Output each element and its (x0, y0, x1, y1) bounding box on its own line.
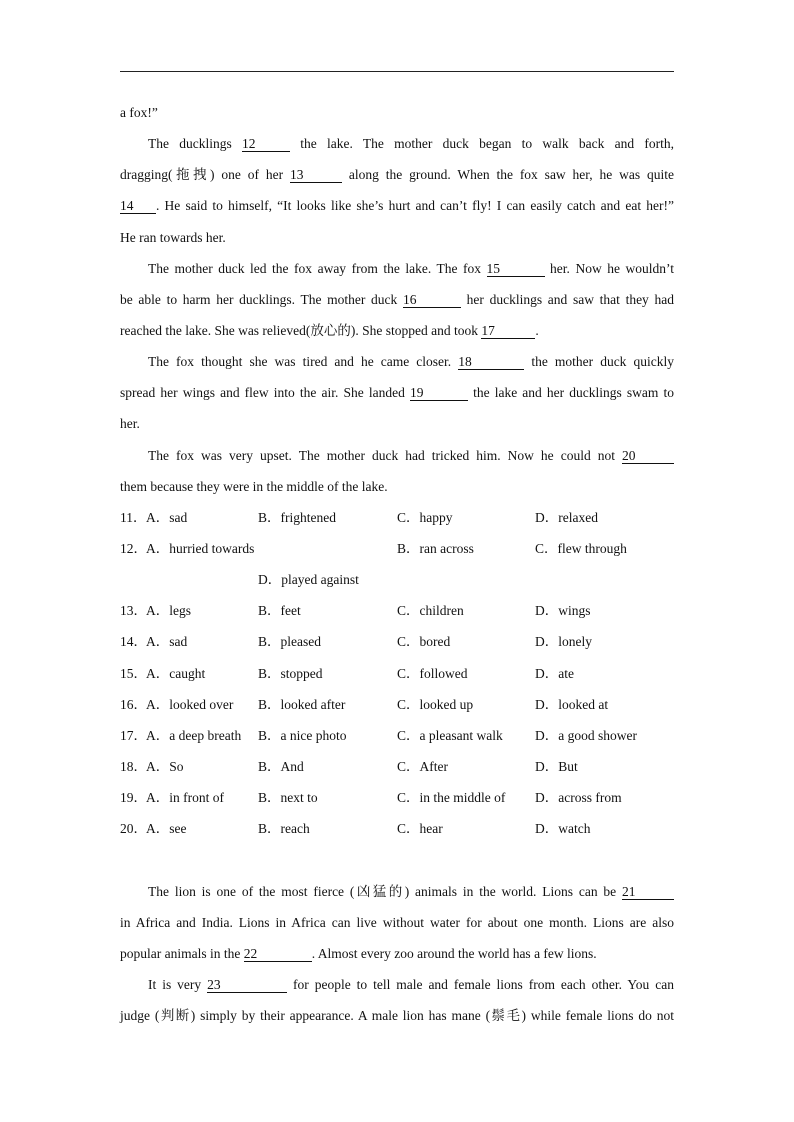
passage1-line: be able to harm her ducklings. The mother duck 16 her ducklings and saw that they had (120, 291, 674, 307)
passage1-line: her. (120, 416, 140, 432)
blank-12[interactable]: 12 (242, 136, 290, 152)
passage1-line: a fox!” (120, 105, 158, 120)
option-c[interactable]: C．happy (397, 509, 453, 525)
option-a[interactable]: A．sad (146, 634, 188, 650)
passage1-line: reached the lake. She was relieved(放心的). She stopped and took 17 . (120, 322, 539, 338)
blank-17[interactable]: 17 (481, 323, 535, 339)
option-c[interactable]: C．in the middle of (397, 790, 506, 806)
option-c[interactable]: C．flew through (535, 540, 627, 556)
option-a[interactable]: A．in front of (146, 790, 224, 806)
option-d[interactable]: D．lonely (535, 634, 592, 650)
option-d[interactable]: D．across from (535, 790, 622, 806)
passage1-line: The fox thought she was tired and he came closer. 18 the mother duck quickly (148, 354, 674, 370)
blank-23[interactable]: 23 (207, 977, 287, 993)
passage2-line: The lion is one of the most fierce (凶猛的) animals in the world. Lions can be 21 (120, 876, 674, 907)
option-d[interactable]: D．looked at (535, 696, 609, 712)
option-d[interactable]: D．played against (258, 572, 359, 588)
section-gap (120, 844, 674, 875)
passage1-line: dragging(拖拽) one of her 13 along the ground. When the fox saw her, he was quite (120, 167, 674, 183)
blank-18[interactable]: 18 (458, 354, 524, 370)
option-b[interactable]: B．next to (258, 790, 318, 806)
page-content (120, 97, 674, 1031)
option-d[interactable]: D．But (535, 758, 578, 774)
option-b[interactable]: B．reach (258, 821, 310, 837)
question-row: 17． A．a deep breath B．a nice photo C．a pleasant walk D．a good shower (120, 720, 674, 751)
option-b[interactable]: B．feet (258, 603, 301, 619)
option-b[interactable]: B．a nice photo (258, 727, 347, 743)
option-c[interactable]: C．bored (397, 634, 451, 650)
option-a[interactable]: A．hurried towards (146, 540, 255, 556)
question-row: 11． A．sad B．frightened C．happy D．relaxed (120, 502, 674, 533)
passage1-line: 14 . He said to himself, “It looks like she’s hurt and can’t fly! I can easily catch and eat her!” (120, 198, 674, 214)
blank-13[interactable]: 13 (290, 167, 342, 183)
passage1-line: them because they were in the middle of the lake. (120, 478, 388, 494)
question-row (120, 564, 674, 595)
option-b[interactable]: B．pleased (258, 634, 321, 650)
option-c[interactable]: C．followed (397, 665, 468, 681)
option-c[interactable]: C．a pleasant walk (397, 727, 503, 743)
option-b[interactable]: B．frightened (258, 509, 336, 525)
passage1-line: The ducklings 12 the lake. The mother duck began to walk back and forth, (148, 136, 674, 152)
passage2-line: popular animals in the 22 . Almost every zoo around the world has a few lions. (120, 945, 597, 961)
option-c[interactable]: C．looked up (397, 696, 474, 712)
passage1-line: The fox was very upset. The mother duck had tricked him. Now he could not 20 (120, 440, 674, 471)
option-b[interactable]: B．looked after (258, 696, 346, 712)
blank-19[interactable]: 19 (410, 385, 468, 401)
blank-22[interactable]: 22 (244, 946, 312, 962)
option-a[interactable]: A．see (146, 821, 187, 837)
option-b[interactable]: B．ran across (397, 540, 474, 556)
question-row: 13． A．legs B．feet C．children D．wings (120, 595, 674, 626)
blank-16[interactable]: 16 (403, 292, 461, 308)
passage1-line: spread her wings and flew into the air. She landed 19 the lake and her ducklings swam to (120, 385, 674, 401)
option-d[interactable]: D．a good shower (535, 727, 637, 743)
question-row: 15． A．caught B．stopped C．followed D．ate (120, 658, 674, 689)
option-d[interactable]: D．ate (535, 665, 574, 681)
blank-15[interactable]: 15 (487, 261, 545, 277)
passage1-line: The mother duck led the fox away from the lake. The fox 15 her. Now he wouldn’t (148, 260, 674, 276)
question-row: 20． A．see B．reach C．hear D．watch (120, 813, 674, 844)
option-a[interactable]: A．a deep breath (146, 727, 242, 743)
passage2-line: judge (判断) simply by their appearance. A male lion has mane (鬃毛) while female lions do not (120, 1008, 674, 1024)
option-a[interactable]: A．looked over (146, 696, 234, 712)
passage2-line: in Africa and India. Lions in Africa can live without water for about one month. Lions are also (120, 914, 674, 930)
question-row: 16． A．looked over B．looked after C．looked up D．looked at (120, 689, 674, 720)
option-c[interactable]: C．hear (397, 821, 443, 837)
question-row: 12． A．hurried towards B．ran across C．flew through (120, 533, 674, 564)
option-c[interactable]: C．children (397, 603, 464, 619)
passage1-line: He ran towards her. (120, 229, 226, 245)
blank-21[interactable]: 21 (622, 884, 674, 900)
option-d[interactable]: D．wings (535, 603, 591, 619)
passage2-line: It is very 23 for people to tell male and female lions from each other. You can (148, 976, 674, 992)
option-d[interactable]: D．watch (535, 821, 591, 837)
question-row: 14． A．sad B．pleased C．bored D．lonely (120, 626, 674, 657)
question-row: 19． A．in front of B．next to C．in the middle of D．across from (120, 782, 674, 813)
option-a[interactable]: A．So (146, 758, 184, 774)
option-b[interactable]: B．stopped (258, 665, 323, 681)
blank-14[interactable]: 14 (120, 198, 156, 214)
question-row: 18． A．So B．And C．After D．But (120, 751, 674, 782)
header-rule (120, 71, 674, 72)
option-a[interactable]: A．caught (146, 665, 206, 681)
option-d[interactable]: D．relaxed (535, 509, 598, 525)
blank-20[interactable]: 20 (622, 448, 674, 464)
option-b[interactable]: B．And (258, 758, 304, 774)
option-a[interactable]: A．sad (146, 509, 188, 525)
option-a[interactable]: A．legs (146, 603, 191, 619)
option-c[interactable]: C．After (397, 758, 448, 774)
